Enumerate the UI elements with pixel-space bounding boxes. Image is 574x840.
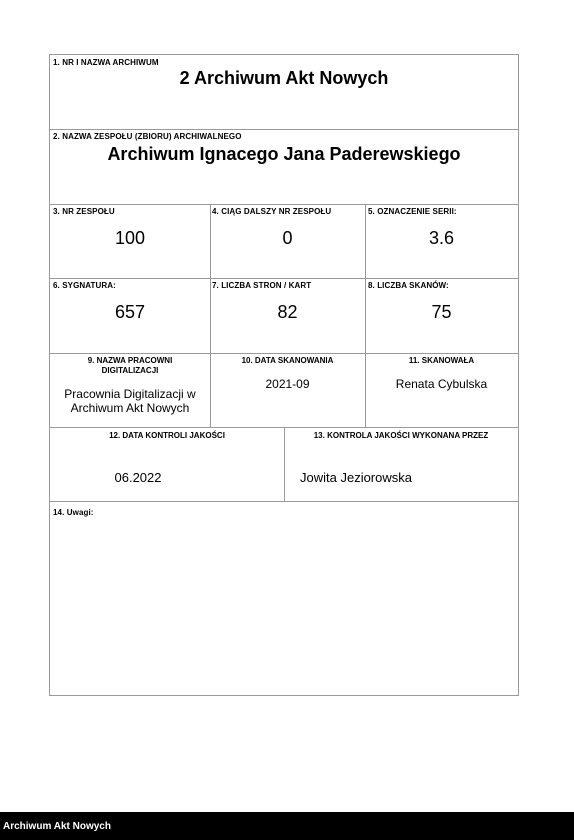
fonds-cont-value: 0 — [282, 228, 293, 248]
pages-label: 7. LICZBA STRON / KART — [212, 281, 312, 290]
workshop-label: 9. NAZWA PRACOWNI DIGITALIZACJI — [87, 356, 173, 375]
workshop-value: Pracownia Digitalizacji w Archiwum Akt Nowych — [64, 387, 196, 415]
fonds-no-label: 3. NR ZESPOŁU — [53, 207, 115, 216]
fonds-no-value: 100 — [114, 228, 146, 248]
scanned-by-label: 11. SKANOWAŁA — [408, 356, 475, 365]
signature-value: 657 — [114, 302, 146, 322]
scanned-by-value: Renata Cybulska — [395, 377, 488, 391]
row-divider — [50, 204, 518, 205]
fonds-cont-label: 4. CIĄG DALSZY NR ZESPOŁU — [212, 207, 332, 216]
scan-metadata-form — [49, 54, 519, 696]
qc-by-value: Jowita Jeziorowska — [300, 470, 412, 485]
row-divider — [50, 278, 518, 279]
footer-bar — [0, 812, 574, 840]
fonds-name-label: 2. NAZWA ZESPOŁU (ZBIORU) ARCHIWALNEGO — [53, 132, 242, 141]
qc-date-value: 06.2022 — [114, 470, 162, 485]
row-divider — [50, 501, 518, 502]
qc-date-label: 12. DATA KONTROLI JAKOŚCI — [109, 431, 225, 440]
archive-value: 2 Archiwum Akt Nowych — [179, 68, 389, 88]
scans-value: 75 — [431, 302, 452, 322]
series-value: 3.6 — [428, 228, 455, 248]
signature-label: 6. SYGNATURA: — [53, 281, 116, 290]
scan-date-label: 10. DATA SKANOWANIA — [241, 356, 334, 365]
pages-value: 82 — [277, 302, 298, 322]
qc-by-label: 13. KONTROLA JAKOŚCI WYKONANA PRZEZ — [313, 431, 489, 440]
row-divider — [50, 353, 518, 354]
archive-label: 1. NR I NAZWA ARCHIWUM — [53, 58, 159, 67]
fonds-name-value: Archiwum Ignacego Jana Paderewskiego — [107, 144, 461, 164]
row-divider — [50, 129, 518, 130]
scan-date-value: 2021-09 — [265, 377, 310, 391]
scans-label: 8. LICZBA SKANÓW: — [368, 281, 449, 290]
series-label: 5. OZNACZENIE SERII: — [368, 207, 457, 216]
footer-archive-name: Archiwum Akt Nowych — [3, 821, 111, 832]
notes-label: 14. Uwagi: — [53, 508, 94, 517]
